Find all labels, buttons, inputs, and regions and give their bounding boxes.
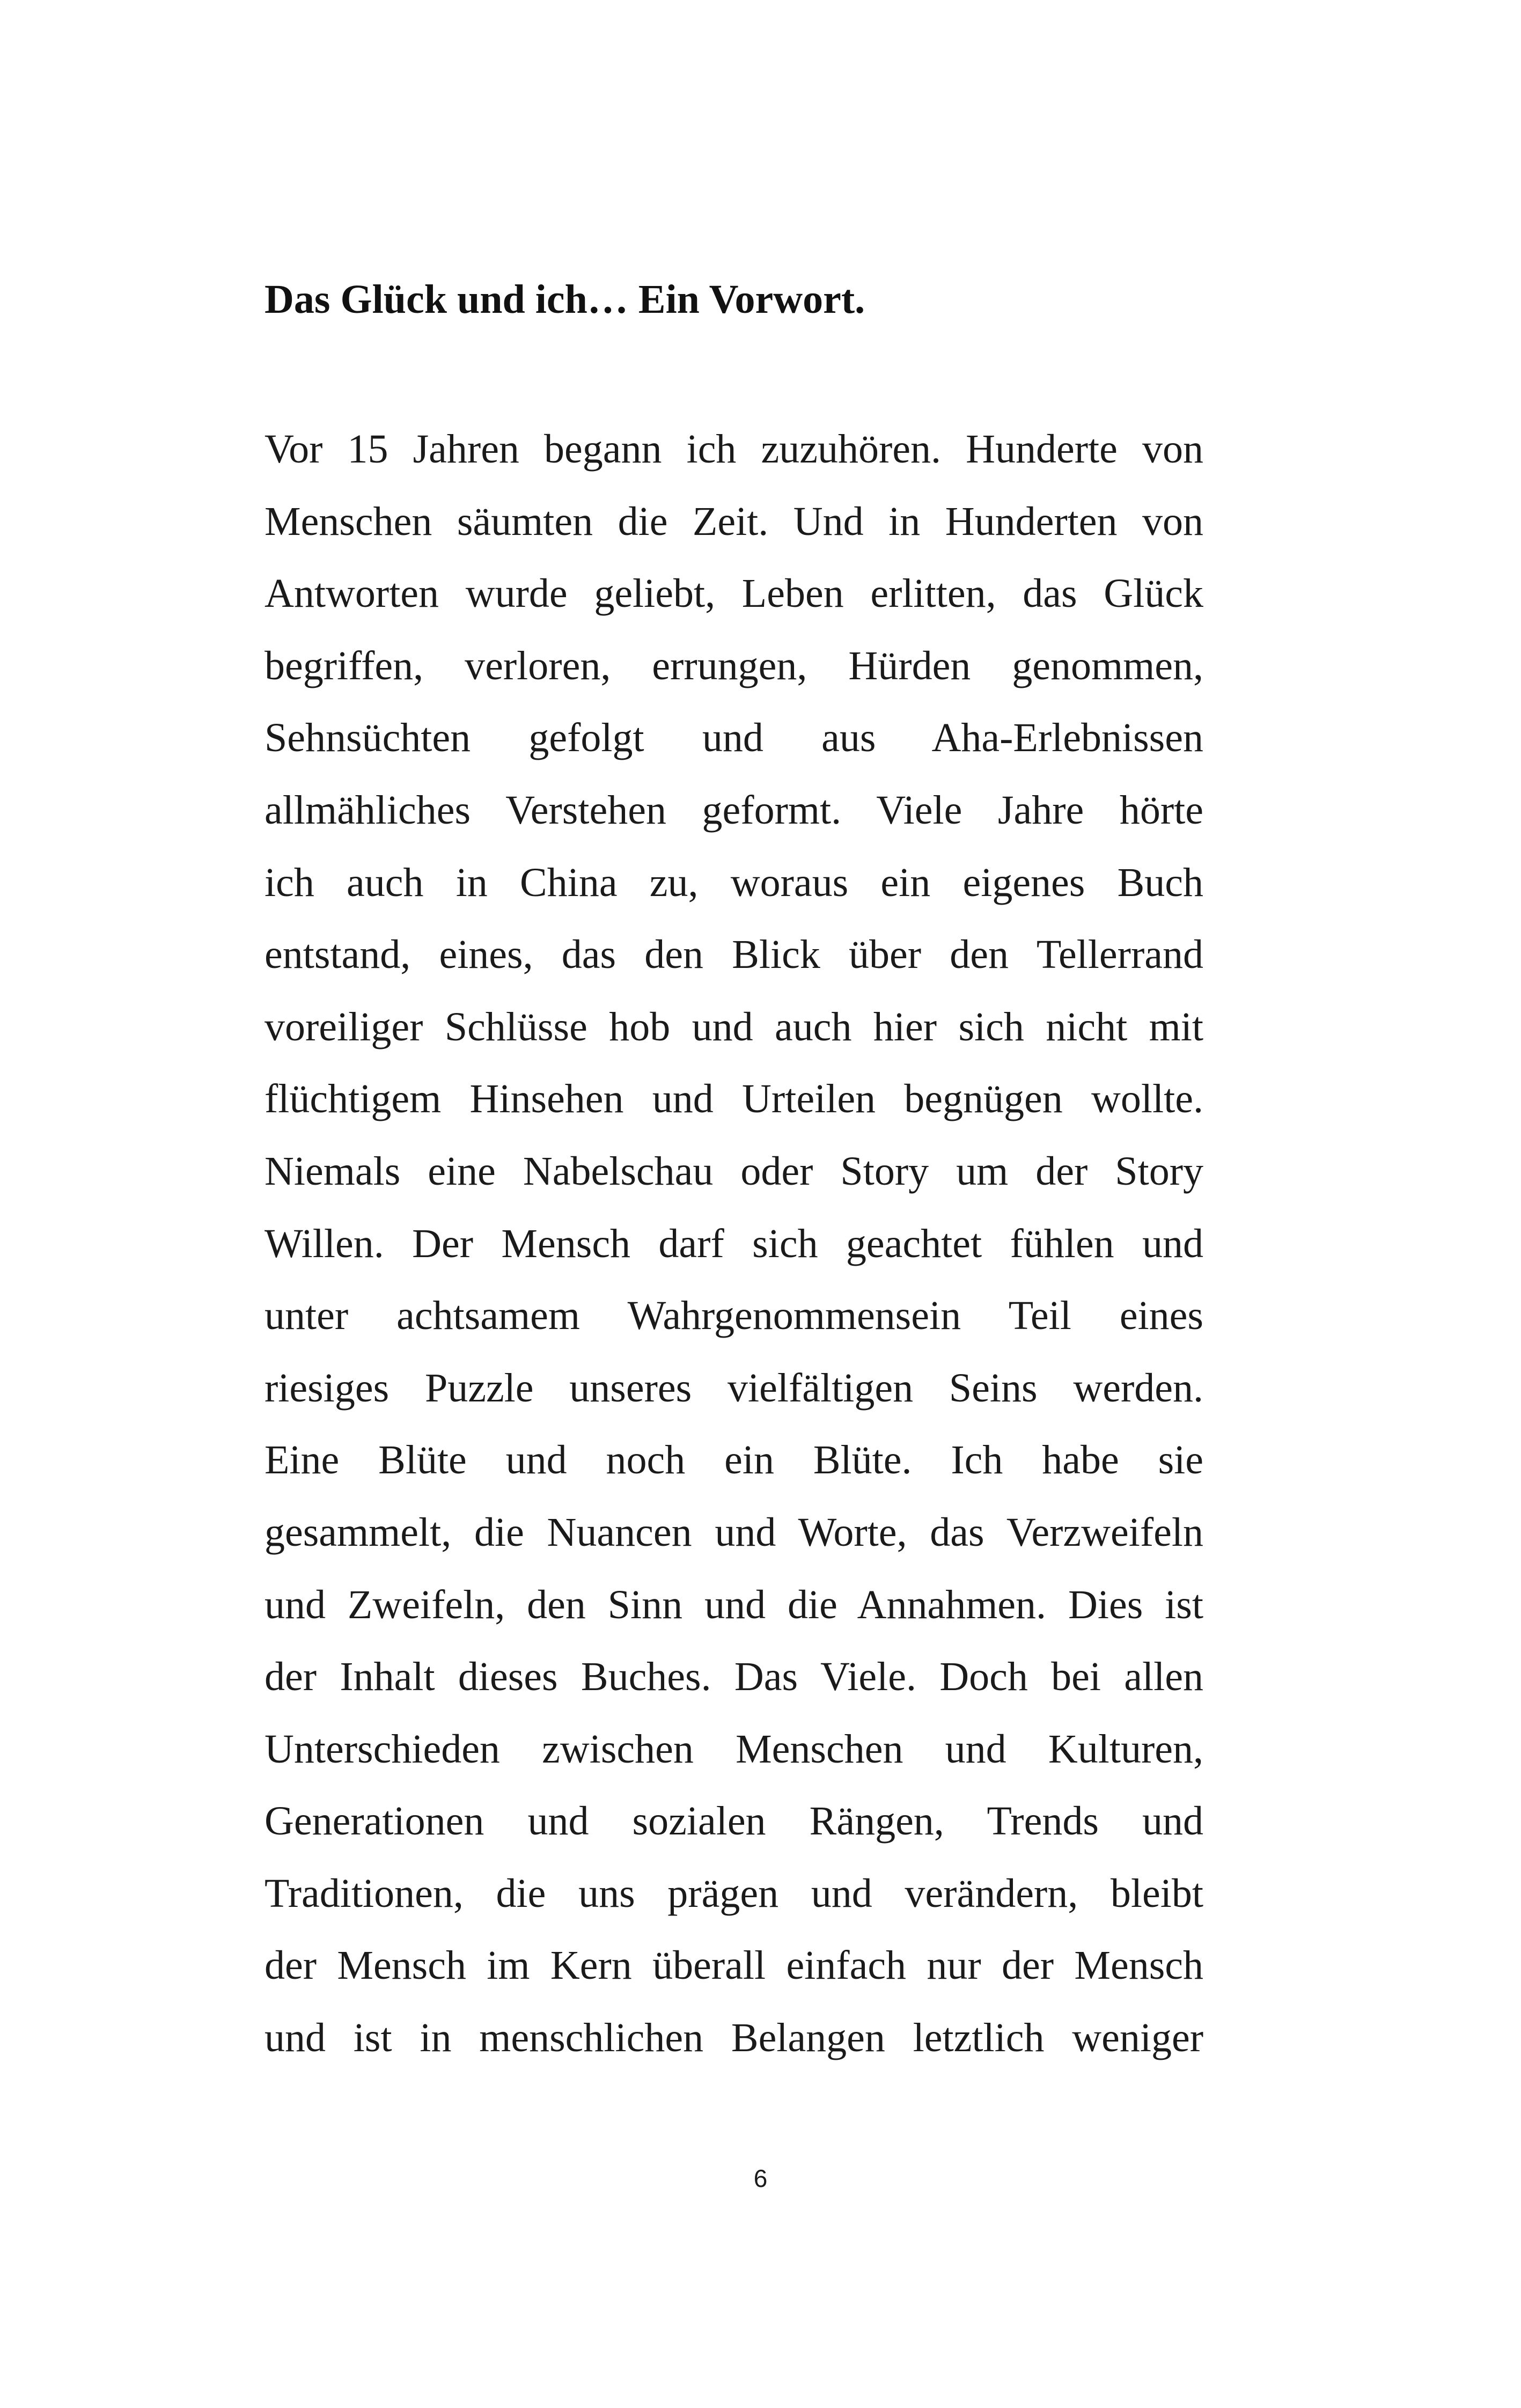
text-line: Willen. Der Mensch darf sich geachtet fühlen und xyxy=(264,1221,1203,1266)
text-line: ich auch in China zu, woraus ein eigenes Buch xyxy=(264,860,1203,905)
text-line: Niemals eine Nabelschau oder Story um der Story xyxy=(264,1148,1203,1194)
text-line: gesammelt, die Nuancen und Worte, das Verzweifeln xyxy=(264,1509,1203,1555)
page-number: 6 xyxy=(753,2164,768,2192)
text-line: Generationen und sozialen Rängen, Trends und xyxy=(264,1798,1203,1844)
text-line: der Mensch im Kern überall einfach nur der Mensch xyxy=(264,1943,1203,1988)
text-line: und ist in menschlichen Belangen letztlich weniger xyxy=(264,2015,1203,2061)
text-line: Menschen säumten die Zeit. Und in Hunderten von xyxy=(264,498,1203,544)
chapter-heading: Das Glück und ich… Ein Vorwort. xyxy=(264,277,865,322)
text-line: entstand, eines, das den Blick über den Tellerrand xyxy=(264,932,1203,978)
text-line: flüchtigem Hinsehen und Urteilen begnügen wollte. xyxy=(264,1076,1203,1122)
text-line: begriffen, verloren, errungen, Hürden genommen, xyxy=(264,643,1203,688)
text-line: allmähliches Verstehen geformt. Viele Jahre hörte xyxy=(264,787,1203,833)
text-line: Vor 15 Jahren begann ich zuzuhören. Hunderte von xyxy=(264,427,1203,472)
text-line: unter achtsamem Wahrgenommensein Teil eines xyxy=(264,1293,1203,1339)
text-line: Unterschieden zwischen Menschen und Kulturen, xyxy=(264,1726,1203,1772)
text-line: riesiges Puzzle unseres vielfältigen Seins werden. xyxy=(264,1365,1203,1411)
text-line: und Zweifeln, den Sinn und die Annahmen. Dies ist xyxy=(264,1582,1203,1627)
text-line: Traditionen, die uns prägen und verändern, bleibt xyxy=(264,1870,1203,1916)
text-line: Sehnsüchten gefolgt und aus Aha-Erlebnissen xyxy=(264,715,1203,761)
body-paragraph xyxy=(264,413,1203,2074)
text-line: Eine Blüte und noch ein Blüte. Ich habe sie xyxy=(264,1437,1203,1483)
text-line: der Inhalt dieses Buches. Das Viele. Doch bei allen xyxy=(264,1654,1203,1700)
text-line: voreiliger Schlüsse hob und auch hier sich nicht mit xyxy=(264,1004,1203,1049)
text-line: Antworten wurde geliebt, Leben erlitten, das Glück xyxy=(264,571,1203,616)
